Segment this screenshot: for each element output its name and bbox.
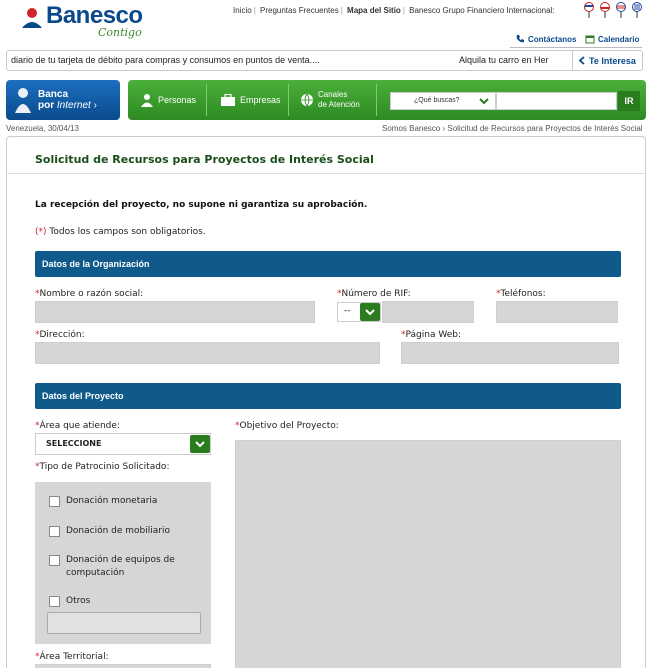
checkbox-otros[interactable]: Otros bbox=[49, 595, 90, 608]
area-territorial-select[interactable] bbox=[35, 664, 211, 668]
nav-canales-de-atencion[interactable]: Canales de Atención bbox=[300, 80, 360, 120]
search-go-button[interactable]: IR bbox=[618, 91, 640, 111]
main-nav bbox=[128, 80, 646, 120]
label-objetivo: *Objetivo del Proyecto: bbox=[235, 421, 339, 431]
person-icon bbox=[14, 87, 32, 113]
brand-name: Banesco bbox=[46, 2, 143, 29]
flag-pin-icon[interactable] bbox=[583, 2, 595, 18]
te-interesa-button[interactable]: Te Interesa bbox=[572, 51, 643, 70]
nav-personas[interactable]: Personas bbox=[140, 80, 196, 120]
header-divider bbox=[510, 47, 642, 48]
form-panel bbox=[6, 136, 646, 668]
label-direccion: *Dirección: bbox=[35, 330, 85, 340]
briefcase-icon bbox=[220, 94, 236, 107]
checkbox[interactable] bbox=[49, 526, 60, 537]
news-ticker[interactable] bbox=[6, 50, 643, 71]
people-icon bbox=[140, 93, 154, 107]
calendar-icon bbox=[585, 34, 595, 44]
label-rif: *Número de RIF: bbox=[337, 289, 411, 299]
flag-pin-icon[interactable] bbox=[599, 2, 611, 18]
label-area-atiende: *Área que atiende: bbox=[35, 421, 120, 431]
approval-notice: La recepción del proyecto, no supone ni garantiza su aprobación. bbox=[35, 200, 368, 210]
link-inicio[interactable]: Inicio bbox=[233, 6, 252, 15]
objetivo-textarea[interactable] bbox=[235, 440, 621, 668]
rif-dropdown-button[interactable] bbox=[360, 303, 380, 321]
link-grupo-financiero[interactable]: Banesco Grupo Financiero Internacional: bbox=[409, 6, 555, 15]
label-patrocinio: *Tipo de Patrocinio Solicitado: bbox=[35, 462, 170, 472]
nombre-input[interactable] bbox=[35, 301, 315, 323]
label-area-territorial: *Área Territorial: bbox=[35, 652, 109, 662]
telefonos-input[interactable] bbox=[496, 301, 618, 323]
section-datos-proyecto: Datos del Proyecto bbox=[35, 383, 621, 409]
ticker-text-secondary[interactable]: Alquila tu carro en Her bbox=[459, 55, 549, 65]
language-flags bbox=[583, 2, 643, 18]
required-note: (*) Todos los campos son obligatorios. bbox=[35, 227, 206, 237]
link-mapa-del-sitio[interactable]: Mapa del Sitio bbox=[347, 6, 401, 15]
banca-por-internet-button[interactable] bbox=[6, 80, 120, 120]
rif-number-input[interactable] bbox=[382, 301, 474, 323]
brand-tagline: Contigo bbox=[98, 26, 142, 39]
chevron-down-icon bbox=[195, 440, 205, 448]
chevron-left-icon bbox=[579, 56, 585, 65]
ticker-text[interactable]: diario de tu tarjeta de débito para compras y consumos en puntos de venta.... bbox=[11, 55, 320, 65]
nav-empresas[interactable]: Empresas bbox=[220, 80, 281, 120]
checkbox[interactable] bbox=[49, 496, 60, 507]
section-datos-organizacion: Datos de la Organización bbox=[35, 251, 621, 277]
page-title: Solicitud de Recursos para Proyectos de Interés Social bbox=[35, 153, 374, 166]
por-internet-label: por Internet › bbox=[38, 100, 97, 111]
pagina-web-input[interactable] bbox=[401, 342, 619, 364]
search-category-label: ¿Qué buscas? bbox=[414, 97, 460, 104]
flag-pin-icon[interactable] bbox=[615, 2, 627, 18]
contactanos-link[interactable]: Contáctanos bbox=[515, 34, 576, 44]
banca-label: Banca bbox=[38, 89, 69, 100]
calendario-link[interactable]: Calendario bbox=[585, 34, 639, 44]
area-atiende-select[interactable]: SELECCIONE bbox=[35, 433, 211, 455]
checkbox-donacion-monetaria[interactable]: Donación monetaria bbox=[49, 495, 157, 508]
checkbox-donacion-mobiliario[interactable]: Donación de mobiliario bbox=[49, 525, 170, 538]
banesco-logo-icon bbox=[20, 6, 44, 30]
rif-type-select[interactable]: -- bbox=[337, 302, 381, 322]
top-links: Inicio | Preguntas Frecuentes | Mapa del Sitio | Banesco Grupo Financiero Internacional: bbox=[233, 6, 555, 15]
label-nombre: *Nombre o razón social: bbox=[35, 289, 144, 299]
banesco-logo[interactable] bbox=[20, 2, 150, 46]
flag-pin-icon[interactable] bbox=[631, 2, 643, 18]
search-input[interactable] bbox=[496, 92, 617, 110]
link-preguntas-frecuentes[interactable]: Preguntas Frecuentes bbox=[260, 6, 339, 15]
otros-input[interactable] bbox=[47, 612, 201, 634]
area-dropdown-button[interactable] bbox=[190, 435, 210, 453]
direccion-input[interactable] bbox=[35, 342, 380, 364]
phone-icon bbox=[515, 34, 525, 44]
chevron-down-icon bbox=[365, 308, 375, 316]
breadcrumb[interactable]: Somos Banesco › Solicitud de Recursos para Proyectos de Interés Social bbox=[382, 124, 643, 133]
location-date: Venezuela, 30/04/13 bbox=[6, 124, 79, 133]
label-pagina-web: *Página Web: bbox=[401, 330, 461, 340]
checkbox[interactable] bbox=[49, 596, 60, 607]
checkbox[interactable] bbox=[49, 555, 60, 566]
label-telefonos: *Teléfonos: bbox=[496, 289, 546, 299]
patrocinio-options bbox=[35, 482, 211, 644]
chevron-down-icon bbox=[479, 96, 489, 106]
checkbox-donacion-equipos[interactable]: Donación de equipos de computación bbox=[49, 554, 199, 580]
search-category-select[interactable] bbox=[390, 92, 496, 110]
globe-icon bbox=[300, 93, 314, 107]
